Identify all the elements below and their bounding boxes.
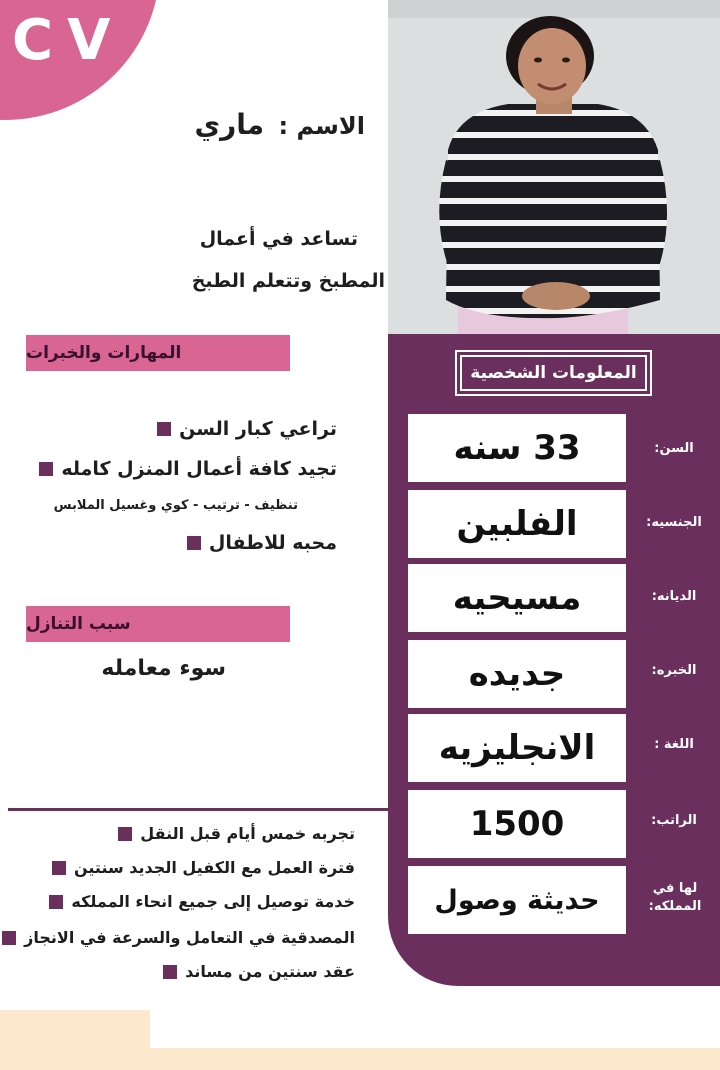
skill-item-text: محبه للاطفال [208, 532, 337, 554]
square-bullet-icon [157, 422, 171, 436]
name-value: ماري [194, 108, 265, 141]
benefit-item [52, 858, 355, 877]
benefit-item [118, 824, 355, 843]
religion-value: مسيحيه [408, 564, 626, 632]
benefit-item-text: فترة العمل مع الكفيل الجديد سنتين [74, 858, 355, 877]
in-kingdom-label: لها في المملكه: [648, 881, 702, 914]
language-label: اللغة : [654, 737, 694, 752]
experience-label: الخبره: [651, 663, 697, 678]
benefit-item [163, 962, 355, 981]
age-value: 33 سنه [408, 414, 626, 482]
personal-info-heading: المعلومات الشخصية [455, 350, 652, 396]
skill-item-text: تجيد كافة أعمال المنزل كامله [61, 458, 337, 480]
skill-item [157, 418, 337, 440]
salary-value: 1500 [408, 790, 626, 858]
reason-value: سوء معامله [101, 656, 226, 681]
intro-line-1: تساعد في أعمال [199, 228, 358, 250]
language-value: الانجليزيه [408, 714, 626, 782]
skill-item [187, 532, 337, 554]
nationality-value: الفلبين [408, 490, 626, 558]
benefit-item-text: المصدقية في التعامل والسرعة في الانجاز [24, 928, 355, 947]
age-label: السن: [654, 441, 694, 456]
skill-sub-note: تنظيف - ترتيب - كوي وغسيل الملابس [53, 498, 298, 513]
profile-photo [388, 0, 720, 334]
name-label: الاسم : [278, 112, 365, 140]
square-bullet-icon [39, 462, 53, 476]
benefit-item-text: تجربه خمس أيام قبل النقل [140, 824, 355, 843]
person-illustration [388, 0, 720, 334]
skill-item-text: تراعي كبار السن [179, 418, 337, 440]
name-line [195, 108, 365, 141]
skill-item [39, 458, 337, 480]
square-bullet-icon [163, 965, 177, 979]
in-kingdom-value: حديثة وصول [408, 866, 626, 934]
skills-heading: المهارات والخبرات [26, 335, 290, 371]
cv-badge-text: CV [12, 8, 125, 73]
square-bullet-icon [187, 536, 201, 550]
salary-label: الراتب: [651, 813, 697, 828]
footer-white-block [150, 1010, 720, 1048]
benefit-item [2, 928, 355, 947]
nationality-label: الجنسيه: [646, 515, 702, 530]
square-bullet-icon [2, 931, 16, 945]
experience-value: جديده [408, 640, 626, 708]
square-bullet-icon [118, 827, 132, 841]
square-bullet-icon [52, 861, 66, 875]
square-bullet-icon [49, 895, 63, 909]
religion-label: الديانه: [651, 589, 697, 604]
reason-heading: سبب التنازل [26, 606, 290, 642]
benefit-item [49, 892, 355, 911]
intro-line-2: المطبخ وتتعلم الطبخ [191, 270, 385, 292]
benefit-item-text: عقد سنتين من مساند [185, 962, 355, 981]
benefit-item-text: خدمة توصيل إلى جميع انحاء المملكه [71, 892, 355, 911]
divider [8, 808, 388, 811]
